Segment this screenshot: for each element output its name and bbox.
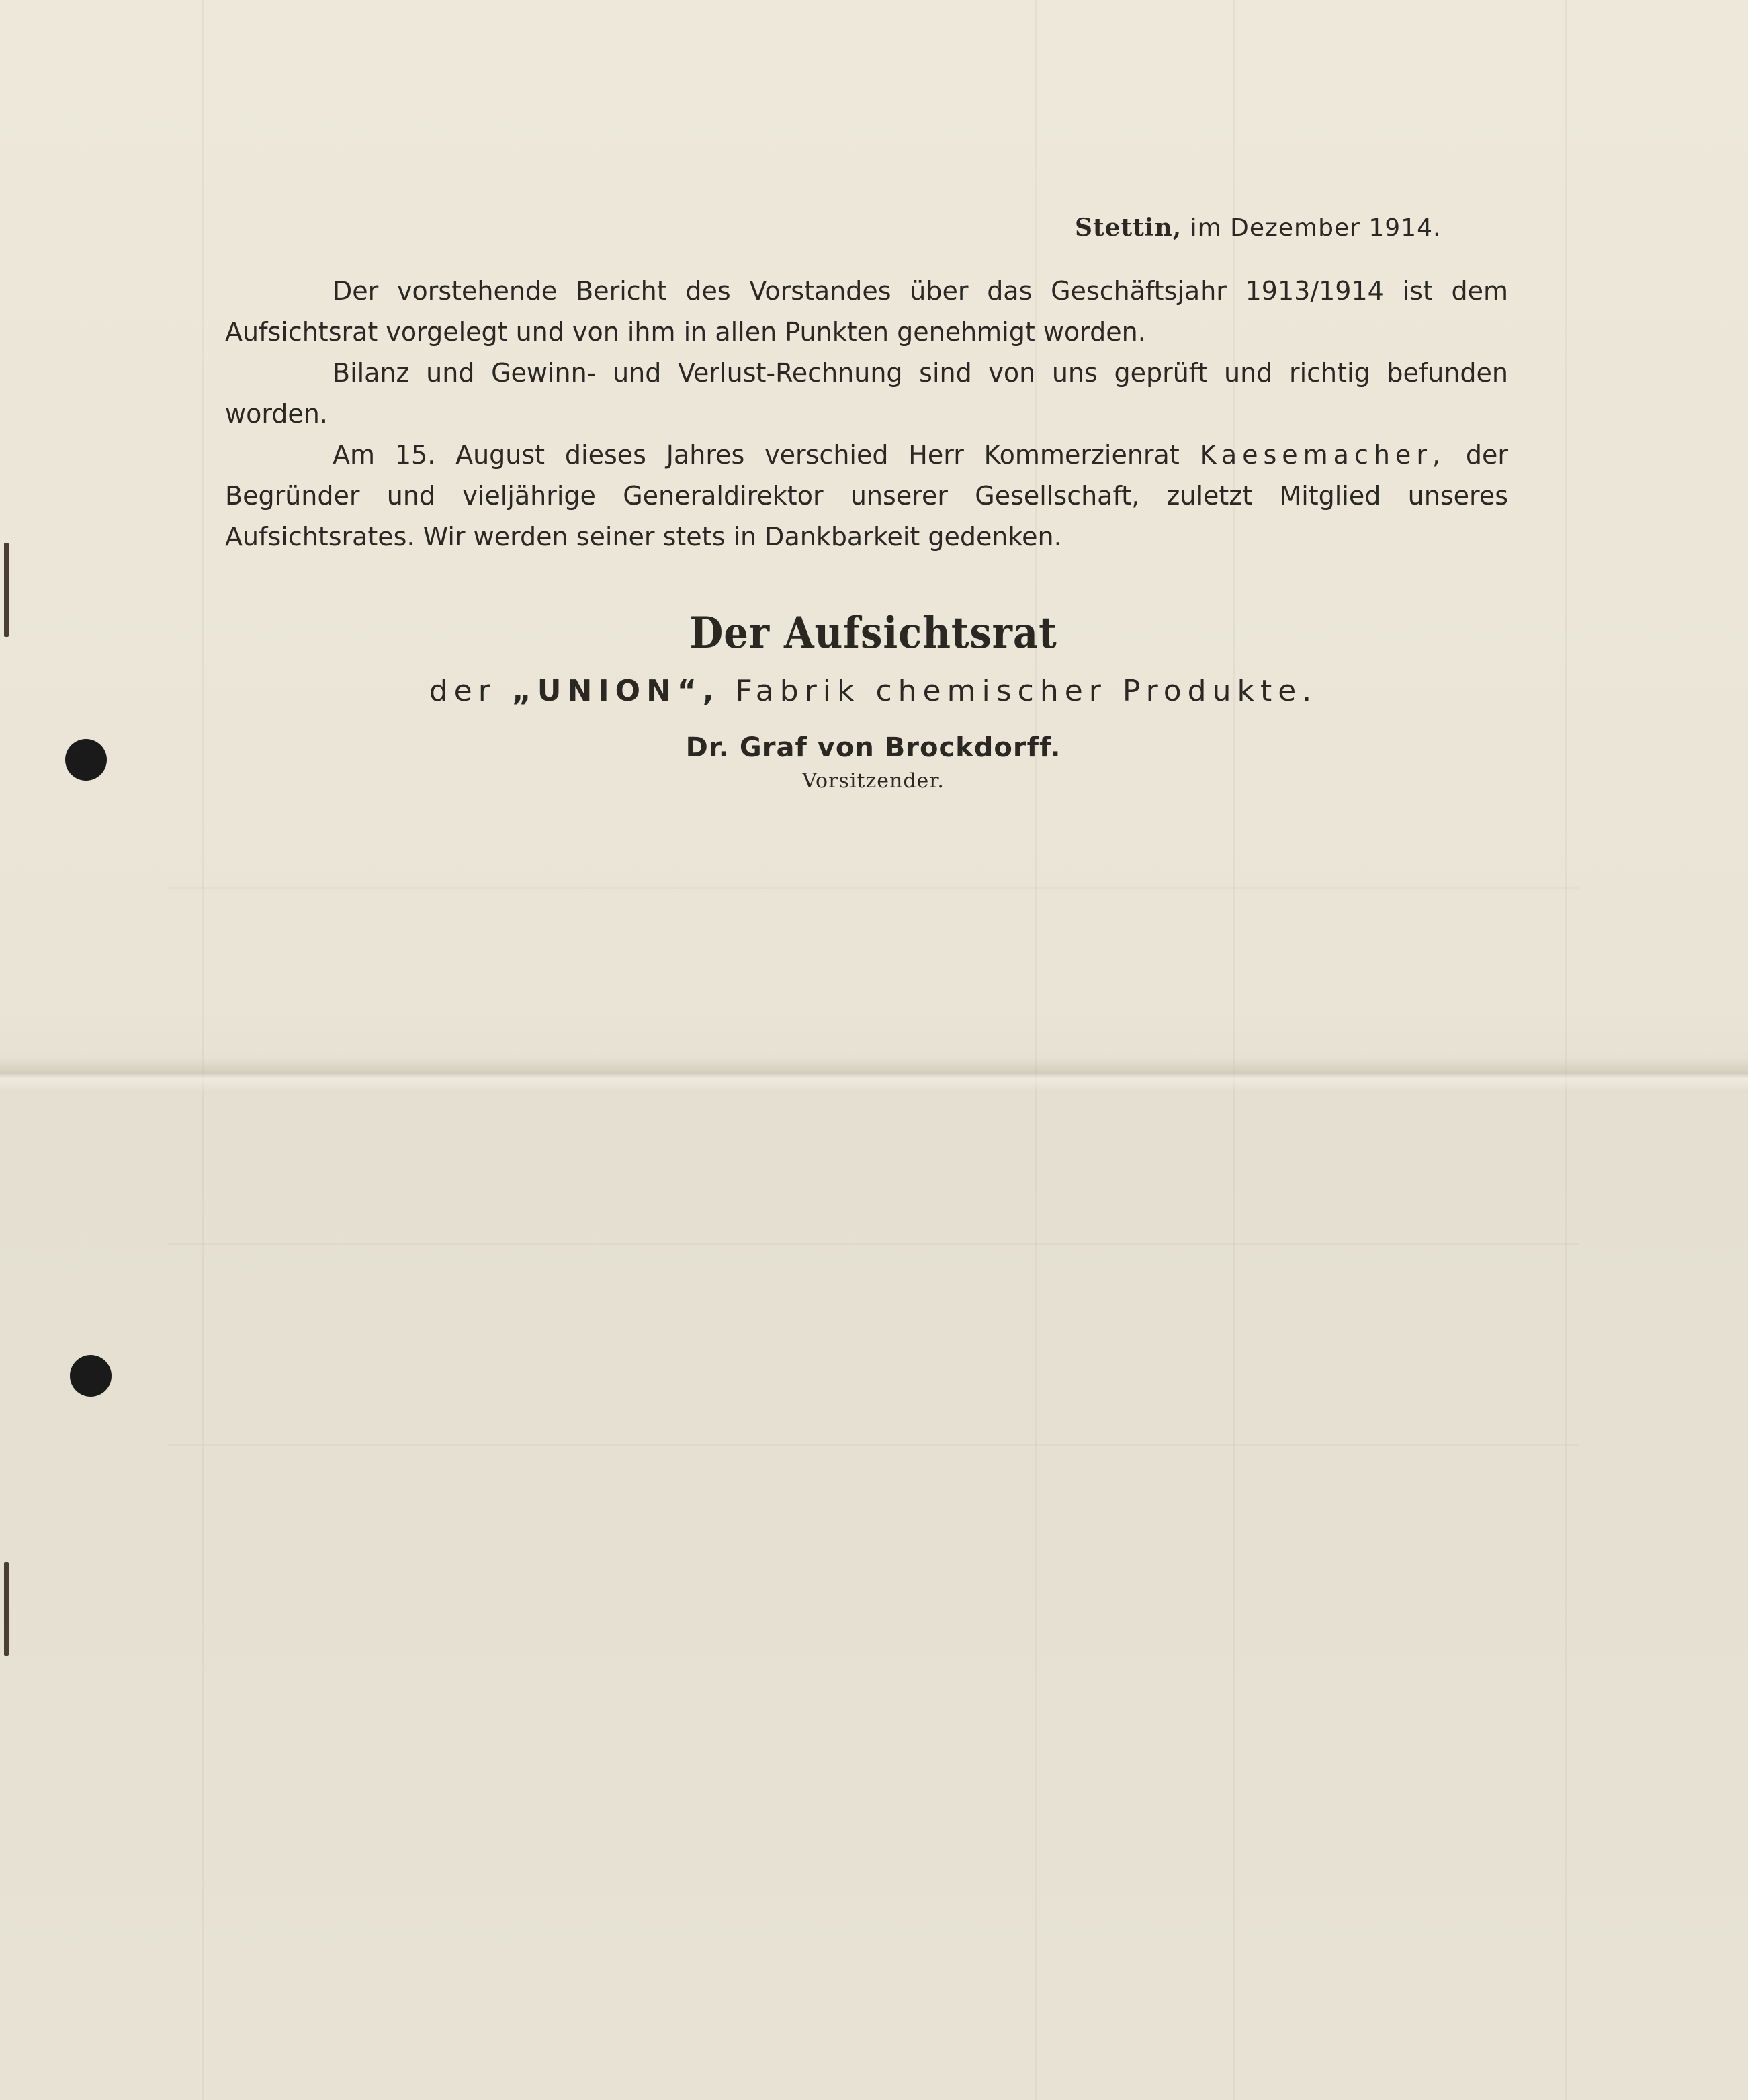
show-through-line (168, 887, 1579, 889)
memorial-text-after: der Begründer und vieljährige Generaldirektor unserer Gesellschaft, zuletzt Mitglied unseres Aufsichtsrates. Wir werden seiner stets in Dankbarkeit gedenken. (225, 440, 1508, 552)
memorial-paragraph (225, 435, 1508, 558)
chair-role: Vorsitzender. (802, 769, 945, 793)
show-through-line (168, 1444, 1579, 1446)
paper-fold (0, 1058, 1748, 1092)
company-rest: Fabrik chemischer Produkte. (735, 674, 1318, 708)
board-title: Der Aufsichtsrat (689, 608, 1057, 658)
approval-paragraph: Der vorstehende Bericht des Vorstandes über das Geschäftsjahr 1913/1914 ist dem Aufsichtsrat vorgelegt und von ihm in allen Punkten genehmigt worden. (225, 276, 1508, 347)
report-body (225, 271, 1508, 558)
binding-mark (4, 1562, 9, 1656)
memorial-text-before: Am 15. August dieses Jahres verschied Herr Kommerzienrat (333, 440, 1180, 470)
audit-paragraph: Bilanz und Gewinn- und Verlust-Rechnung sind von uns geprüft und richtig befunden worden. (225, 358, 1508, 429)
show-through-line (202, 0, 204, 2100)
chair-name: Dr. Graf von Brockdorff. (685, 732, 1061, 763)
company-prefix: der (429, 674, 496, 708)
dateline-date: im Dezember 1914. (1190, 214, 1442, 242)
memorial-name: Kaesemacher, (1199, 440, 1446, 470)
dateline-city: Stettin, (1075, 214, 1182, 242)
punch-hole (70, 1355, 112, 1397)
dateline (1075, 214, 1441, 242)
company-line (202, 674, 1545, 708)
show-through-line (1565, 0, 1567, 2100)
company-brand: „UNION“, (511, 674, 720, 708)
punch-hole (65, 739, 107, 781)
binding-mark (4, 543, 9, 637)
show-through-line (168, 1243, 1579, 1245)
